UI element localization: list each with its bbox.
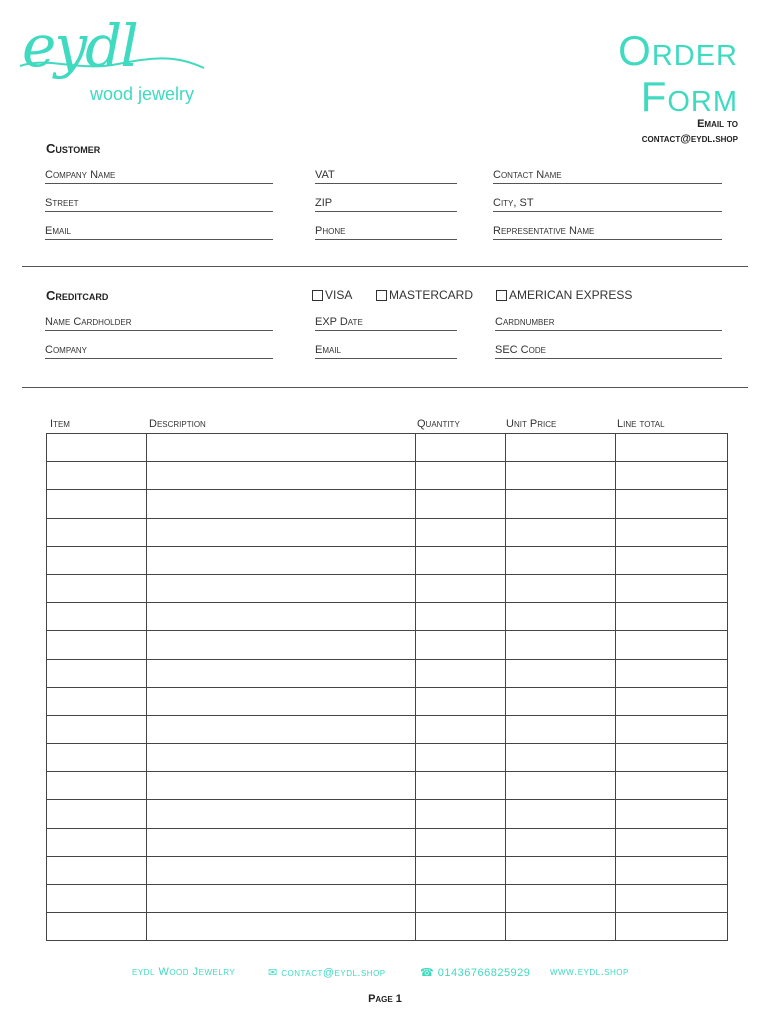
col-header-line-total: Line total bbox=[617, 418, 665, 430]
table-cell[interactable] bbox=[147, 913, 416, 941]
table-cell[interactable] bbox=[47, 434, 147, 462]
table-cell[interactable] bbox=[616, 885, 728, 913]
table-cell[interactable] bbox=[506, 687, 616, 715]
table-cell[interactable] bbox=[416, 744, 506, 772]
table-cell[interactable] bbox=[616, 828, 728, 856]
table-cell[interactable] bbox=[616, 462, 728, 490]
table-cell[interactable] bbox=[616, 856, 728, 884]
table-cell[interactable] bbox=[47, 603, 147, 631]
table-cell[interactable] bbox=[147, 687, 416, 715]
section-divider bbox=[22, 387, 748, 388]
visa-checkbox[interactable] bbox=[312, 288, 352, 302]
table-row bbox=[47, 574, 728, 602]
table-cell[interactable] bbox=[47, 490, 147, 518]
email-to-label: Email to bbox=[697, 118, 738, 130]
vat-field[interactable]: VAT bbox=[315, 169, 457, 184]
exp-date-field[interactable]: EXP Date bbox=[315, 316, 457, 331]
cc-email-field[interactable]: Email bbox=[315, 344, 457, 359]
checkbox-icon bbox=[312, 290, 323, 301]
table-cell[interactable] bbox=[616, 603, 728, 631]
items-table bbox=[46, 433, 728, 941]
brand-logo-subtitle: wood jewelry bbox=[90, 84, 195, 104]
street-field[interactable]: Street bbox=[45, 197, 273, 212]
table-cell[interactable] bbox=[47, 687, 147, 715]
table-cell[interactable] bbox=[147, 434, 416, 462]
table-cell[interactable] bbox=[416, 913, 506, 941]
amex-label: AMERICAN EXPRESS bbox=[509, 288, 633, 302]
table-cell[interactable] bbox=[506, 490, 616, 518]
table-cell[interactable] bbox=[147, 574, 416, 602]
table-cell[interactable] bbox=[147, 490, 416, 518]
cardnumber-field[interactable]: Cardnumber bbox=[495, 316, 722, 331]
col-header-description: Description bbox=[149, 418, 206, 430]
envelope-icon: ✉ bbox=[268, 967, 278, 979]
table-row bbox=[47, 828, 728, 856]
table-cell[interactable] bbox=[147, 885, 416, 913]
table-cell[interactable] bbox=[47, 913, 147, 941]
table-cell[interactable] bbox=[506, 885, 616, 913]
table-cell[interactable] bbox=[416, 772, 506, 800]
table-cell[interactable] bbox=[47, 659, 147, 687]
table-cell[interactable] bbox=[47, 715, 147, 743]
table-cell[interactable] bbox=[47, 462, 147, 490]
table-cell[interactable] bbox=[416, 462, 506, 490]
checkbox-icon bbox=[496, 290, 507, 301]
col-header-unit-price: Unit Price bbox=[506, 418, 557, 430]
creditcard-section-title: Creditcard bbox=[46, 288, 109, 303]
table-cell[interactable] bbox=[416, 687, 506, 715]
table-cell[interactable] bbox=[616, 490, 728, 518]
table-cell[interactable] bbox=[506, 462, 616, 490]
table-cell[interactable] bbox=[616, 687, 728, 715]
table-cell[interactable] bbox=[416, 546, 506, 574]
table-cell[interactable] bbox=[506, 800, 616, 828]
table-cell[interactable] bbox=[616, 913, 728, 941]
table-cell[interactable] bbox=[506, 603, 616, 631]
table-cell[interactable] bbox=[147, 772, 416, 800]
table-cell[interactable] bbox=[506, 631, 616, 659]
table-cell[interactable] bbox=[47, 772, 147, 800]
table-cell[interactable] bbox=[47, 546, 147, 574]
table-row bbox=[47, 885, 728, 913]
email-to-address: contact@eydl.shop bbox=[641, 133, 738, 145]
name-cardholder-field[interactable]: Name Cardholder bbox=[45, 316, 273, 331]
table-cell[interactable] bbox=[416, 800, 506, 828]
sec-code-field[interactable]: SEC Code bbox=[495, 344, 722, 359]
table-cell[interactable] bbox=[47, 744, 147, 772]
table-cell[interactable] bbox=[506, 856, 616, 884]
city-st-field[interactable]: City, ST bbox=[493, 197, 722, 212]
table-row bbox=[47, 800, 728, 828]
order-title-line2: Form bbox=[640, 73, 738, 120]
table-cell[interactable] bbox=[147, 715, 416, 743]
table-row bbox=[47, 856, 728, 884]
email-field[interactable]: Email bbox=[45, 225, 273, 240]
order-title-line1: Order bbox=[618, 27, 738, 74]
table-cell[interactable] bbox=[616, 800, 728, 828]
cc-company-field[interactable]: Company bbox=[45, 344, 273, 359]
table-cell[interactable] bbox=[506, 715, 616, 743]
logo-swash-icon bbox=[18, 52, 208, 92]
table-row bbox=[47, 687, 728, 715]
brand-logo-script: eydl bbox=[22, 12, 137, 80]
table-cell[interactable] bbox=[506, 434, 616, 462]
table-cell[interactable] bbox=[416, 434, 506, 462]
table-cell[interactable] bbox=[416, 828, 506, 856]
table-cell[interactable] bbox=[506, 772, 616, 800]
table-cell[interactable] bbox=[47, 828, 147, 856]
table-cell[interactable] bbox=[147, 856, 416, 884]
table-cell[interactable] bbox=[147, 518, 416, 546]
table-row bbox=[47, 744, 728, 772]
amex-checkbox[interactable] bbox=[496, 288, 632, 302]
table-cell[interactable] bbox=[147, 631, 416, 659]
table-cell[interactable] bbox=[616, 518, 728, 546]
footer-phone-text: 01436766825929 bbox=[437, 967, 531, 979]
table-cell[interactable] bbox=[616, 434, 728, 462]
table-row bbox=[47, 490, 728, 518]
table-cell[interactable] bbox=[616, 772, 728, 800]
table-cell[interactable] bbox=[416, 659, 506, 687]
visa-label: VISA bbox=[325, 288, 353, 302]
table-cell[interactable] bbox=[416, 518, 506, 546]
table-cell[interactable] bbox=[416, 603, 506, 631]
table-cell[interactable] bbox=[416, 574, 506, 602]
table-cell[interactable] bbox=[416, 885, 506, 913]
table-row bbox=[47, 462, 728, 490]
col-header-quantity: Quantity bbox=[417, 418, 460, 430]
table-row bbox=[47, 659, 728, 687]
table-cell[interactable] bbox=[416, 715, 506, 743]
table-cell[interactable] bbox=[616, 715, 728, 743]
table-cell[interactable] bbox=[506, 913, 616, 941]
footer-company: eydl Wood Jewelry bbox=[132, 966, 236, 978]
table-cell[interactable] bbox=[506, 546, 616, 574]
table-cell[interactable] bbox=[616, 546, 728, 574]
representative-name-field[interactable]: Representative Name bbox=[493, 225, 722, 240]
table-cell[interactable] bbox=[616, 574, 728, 602]
table-cell[interactable] bbox=[47, 518, 147, 546]
phone-field[interactable]: Phone bbox=[315, 225, 457, 240]
table-cell[interactable] bbox=[616, 659, 728, 687]
mastercard-checkbox[interactable] bbox=[376, 288, 473, 302]
table-cell[interactable] bbox=[47, 856, 147, 884]
footer-email[interactable] bbox=[268, 966, 386, 979]
table-cell[interactable] bbox=[47, 800, 147, 828]
table-cell[interactable] bbox=[147, 659, 416, 687]
section-divider bbox=[22, 266, 748, 267]
company-name-field[interactable]: Company Name bbox=[45, 169, 273, 184]
table-cell[interactable] bbox=[616, 744, 728, 772]
table-cell[interactable] bbox=[506, 744, 616, 772]
table-cell[interactable] bbox=[147, 603, 416, 631]
mastercard-label: MASTERCARD bbox=[389, 288, 474, 302]
table-row bbox=[47, 603, 728, 631]
footer-phone bbox=[420, 966, 530, 979]
table-cell[interactable] bbox=[416, 631, 506, 659]
customer-section-title: Customer bbox=[46, 141, 101, 156]
table-cell[interactable] bbox=[506, 574, 616, 602]
table-row bbox=[47, 546, 728, 574]
phone-icon: ☎ bbox=[420, 967, 435, 979]
table-cell[interactable] bbox=[47, 885, 147, 913]
table-row bbox=[47, 715, 728, 743]
footer-website[interactable]: www.eydl.shop bbox=[550, 966, 629, 978]
col-header-item: Item bbox=[50, 418, 70, 430]
table-cell[interactable] bbox=[416, 490, 506, 518]
table-cell[interactable] bbox=[47, 631, 147, 659]
table-cell[interactable] bbox=[416, 856, 506, 884]
table-cell[interactable] bbox=[506, 659, 616, 687]
page-number: Page 1 bbox=[368, 993, 402, 1005]
checkbox-icon bbox=[376, 290, 387, 301]
table-cell[interactable] bbox=[47, 574, 147, 602]
table-cell[interactable] bbox=[147, 546, 416, 574]
table-cell[interactable] bbox=[147, 744, 416, 772]
table-row bbox=[47, 518, 728, 546]
table-cell[interactable] bbox=[147, 462, 416, 490]
table-row bbox=[47, 772, 728, 800]
table-cell[interactable] bbox=[616, 631, 728, 659]
zip-field[interactable]: ZIP bbox=[315, 197, 457, 212]
table-row bbox=[47, 434, 728, 462]
table-cell[interactable] bbox=[147, 828, 416, 856]
table-row bbox=[47, 631, 728, 659]
contact-name-field[interactable]: Contact Name bbox=[493, 169, 722, 184]
table-cell[interactable] bbox=[506, 828, 616, 856]
table-cell[interactable] bbox=[506, 518, 616, 546]
table-row bbox=[47, 913, 728, 941]
footer-email-text: contact@eydl.shop bbox=[281, 967, 386, 979]
table-cell[interactable] bbox=[147, 800, 416, 828]
